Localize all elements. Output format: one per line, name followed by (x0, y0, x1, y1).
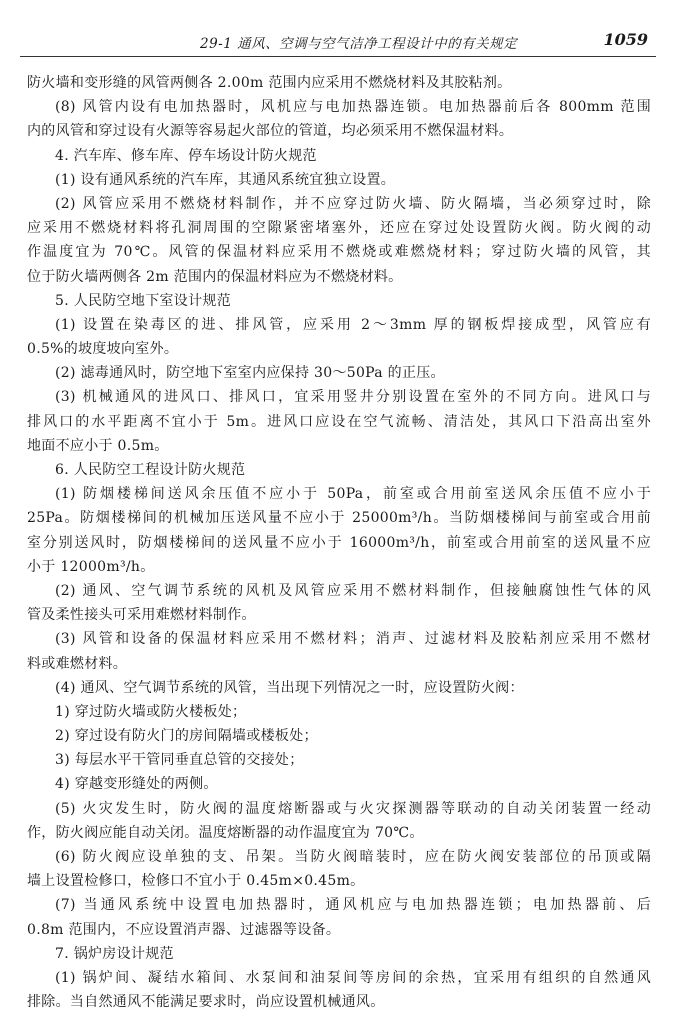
section-heading: 7. 锅炉房设计规范 (55, 945, 174, 962)
text-line: 0.5%的坡度坡向室外。 (27, 341, 179, 358)
text-line: 内的风管和穿过设有火源等容易起火部位的管道，均必须采用不燃保温材料。 (27, 123, 514, 140)
section-heading: 6. 人民防空工程设计防火规范 (55, 462, 246, 478)
text-line: 室分别送风时，防烟楼梯间的送风量不应小于 16000m³/h，前室或合用前室的送风量不应 (27, 534, 651, 551)
text-line: (3) 机械通风的进风口、排风口，宜采用竖井分别设置在室外的不同方向。进风口与 (55, 389, 651, 406)
text-line: (6) 防火阀应设单独的支、吊架。当防火阀暗装时，应在防火阀安装部位的吊顶或隔 (55, 849, 651, 865)
text-line: (1) 设置在染毒区的进、排风管，应采用 2～3mm 厚的钢板焊接成型，风管应有 (55, 316, 651, 333)
text-line: 作温度宜为 70℃。风管的保温材料应采用不燃烧或难燃烧材料；穿过防火墙的风管，其 (27, 244, 651, 261)
text-line: 管及柔性接头可采用难燃材料制作。 (27, 607, 256, 624)
text-line: 小于 12000m³/h。 (27, 558, 155, 575)
text-line: (5) 火灾发生时，防火阀的温度熔断器或与火灾探测器等联动的自动关闭装置一经动 (55, 800, 651, 817)
text-line: 料或难燃材料。 (27, 655, 128, 672)
section-title: 29-1 通风、空调与空气洁净工程设计中的有关规定 (200, 36, 518, 52)
text-line: 作，防火阀应能自动关闭。温度熔断器的动作温度宜为 70℃。 (27, 824, 424, 841)
list-item: 4) 穿越变形缝处的两侧。 (55, 776, 218, 793)
text-line: (7) 当通风系统中设置电加热器时，通风机应与电加热器连锁；电加热器前、后 (55, 897, 651, 914)
text-line: 墙上设置检修口，检修口不宜小于 0.45m×0.45m。 (27, 873, 365, 890)
text-line: 防火墙和变形缝的风管两侧各 2.00m 范围内应采用不燃烧材料及其胶粘剂。 (27, 75, 512, 91)
text-line: 0.8m 范围内，不应设置消声器、过滤器等设备。 (27, 921, 341, 938)
text-line: (1) 锅炉间、凝结水箱间、水泵间和油泵间等房间的余热，宜采用有组织的自然通风 (55, 969, 651, 986)
text-line: 地面不应小于 0.5m。 (27, 437, 169, 454)
page-body (27, 71, 651, 1014)
running-header (20, 28, 656, 57)
text-line: 排除。当自然通风不能满足要求时，尚应设置机械通风。 (27, 994, 385, 1011)
text-line: 25Pa。防烟楼梯间的机械加压送风量不应小于 25000m³/h。当防烟楼梯间与前室或合用前 (27, 510, 651, 527)
text-line: (8) 风管内设有电加热器时，风机应与电加热器连锁。电加热器前后各 800mm 范围 (55, 99, 651, 116)
text-line: 排风口的水平距离不宜小于 5m。进风口应设在空气流畅、清洁处，其风口下沿高出室外 (27, 413, 651, 430)
list-item: 3) 每层水平干管同垂直总管的交接处； (55, 752, 304, 769)
text-line: (2) 风管应采用不燃烧材料制作，并不应穿过防火墙、防火隔墙，当必须穿过时，除 (55, 195, 651, 212)
list-item: 2) 穿过设有防火门的房间隔墙或楼板处； (55, 728, 318, 745)
section-heading: 4. 汽车库、修车库、停车场设计防火规范 (55, 147, 317, 164)
list-item: 1) 穿过防火墙或防火楼板处； (55, 703, 247, 720)
text-line: (1) 防烟楼梯间送风余压值不应小于 50Pa，前室或合用前室送风余压值不应小于 (55, 486, 651, 503)
text-line: (2) 通风、空气调节系统的风机及风管应采用不燃材料制作，但接触腐蚀性气体的风 (55, 582, 651, 599)
text-line: (3) 风管和设备的保温材料应采用不燃材料；消声、过滤材料及胶粘剂应采用不燃材 (55, 631, 651, 648)
text-line: (1) 设有通风系统的汽车库，其通风系统宜独立设置。 (55, 171, 396, 188)
text-line: 位于防火墙两侧各 2m 范围内的保温材料应为不燃烧材料。 (27, 268, 403, 285)
page-number: 1059 (603, 30, 648, 49)
section-heading: 5. 人民防空地下室设计规范 (55, 292, 232, 309)
text-line: (4) 通风、空气调节系统的风管，当出现下列情况之一时，应设置防火阀： (55, 679, 524, 696)
text-line: 应采用不燃烧材料将孔洞周围的空隙紧密堵塞外，还应在穿过处设置防火阀。防火阀的动 (27, 220, 651, 237)
text-line: (2) 滤毒通风时，防空地下室室内应保持 30～50Pa 的正压。 (55, 365, 445, 382)
